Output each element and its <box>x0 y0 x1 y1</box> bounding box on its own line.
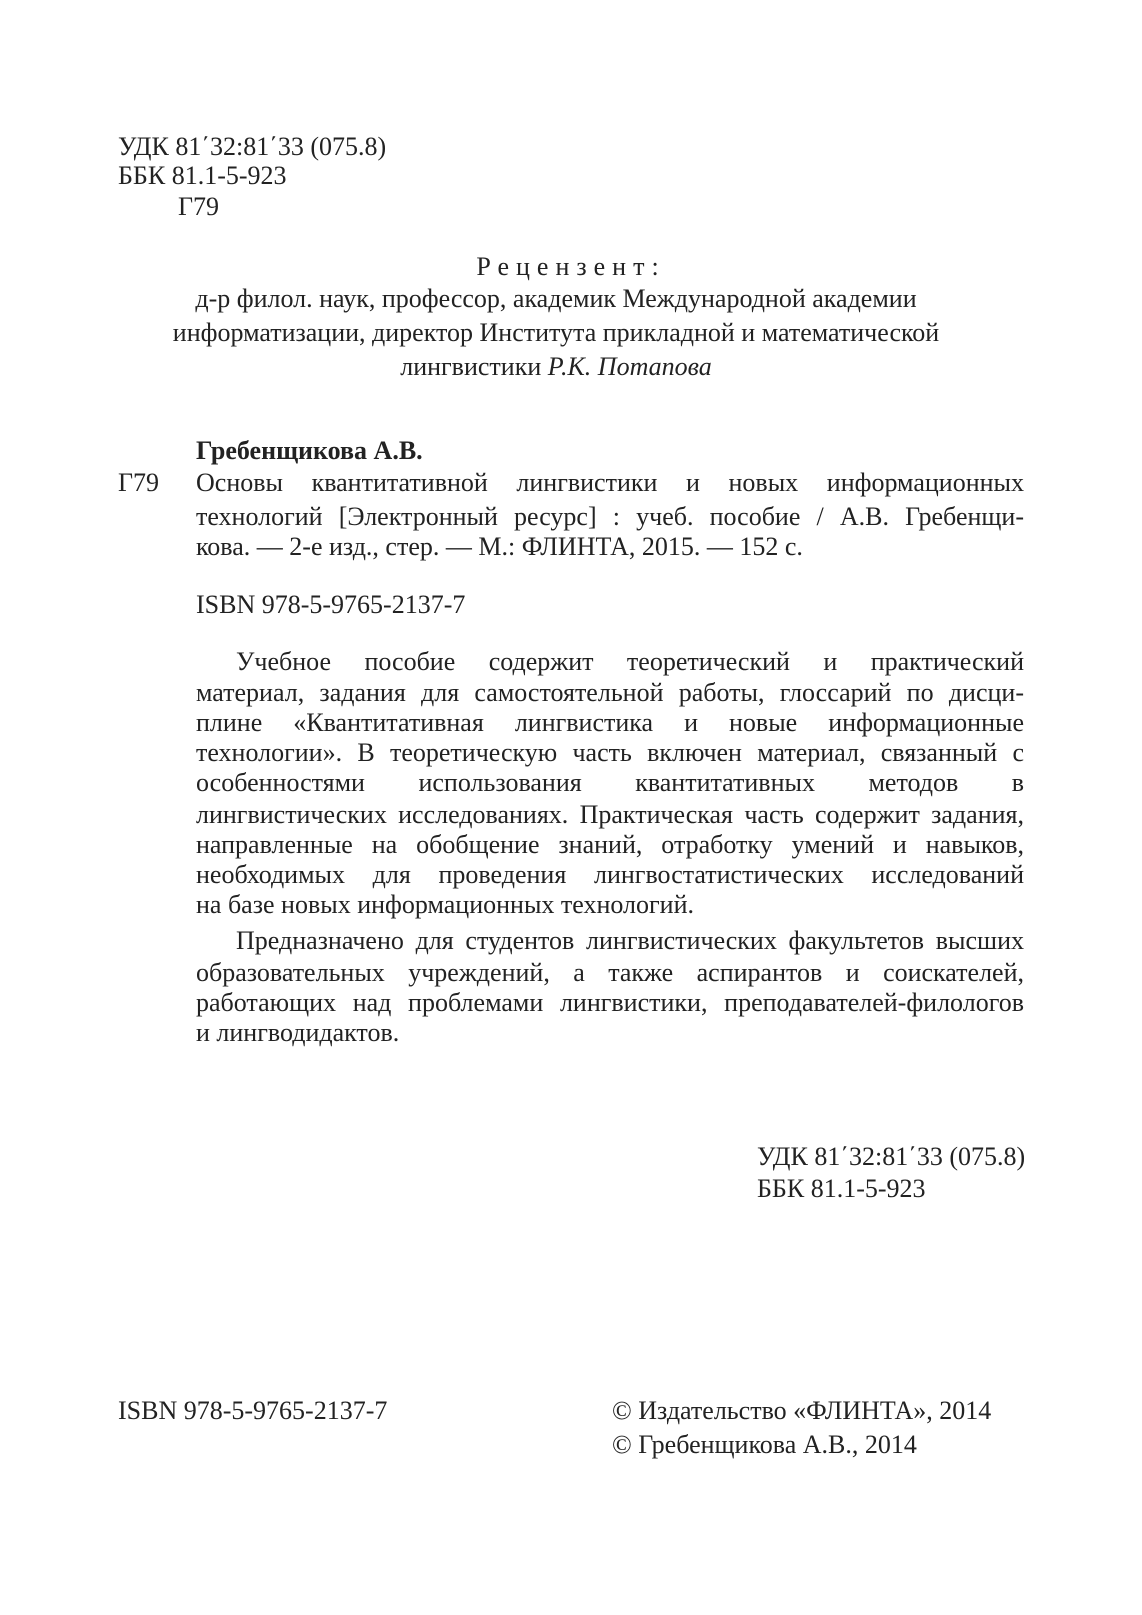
annotation-line: необходимых для проведения лингвостатистических исследований <box>196 860 1024 889</box>
annotation-line: особенностями использования квантитативных методов в <box>196 768 1024 797</box>
annotation-line: Предназначено для студентов лингвистических факультетов высших <box>236 926 1024 955</box>
bbk-code-bottom: ББК 81.1-5-923 <box>757 1174 926 1203</box>
catalog-isbn: ISBN 978-5-9765-2137-7 <box>196 590 466 619</box>
reviewer-name: Р.К. Потапова <box>547 352 712 381</box>
catalog-line: технологий [Электронный ресурс] : учеб. пособие / А.В. Гребенщи- <box>196 502 1024 531</box>
udk-code-bottom: УДК 81΄32:81΄33 (075.8) <box>757 1142 1026 1171</box>
annotation-line: на базе новых информационных технологий. <box>196 890 695 919</box>
catalog-author-mark: Г79 <box>118 468 160 497</box>
catalog-line: кова. — 2-е изд., стер. — М.: ФЛИНТА, 2015. — 152 с. <box>196 532 803 561</box>
annotation-line: направленные на обобщение знаний, отработку умений и навыков, <box>196 830 1024 859</box>
catalog-author: Гребенщикова А.В. <box>196 436 423 465</box>
annotation-line: технологии». В теоретическую часть включен материал, связанный с <box>196 738 1024 767</box>
copyright-author: © Гребенщикова А.В., 2014 <box>612 1430 917 1459</box>
reviewer-line <box>0 352 1112 382</box>
annotation-line: Учебное пособие содержит теоретический и практический <box>236 647 1024 676</box>
annotation-line: лингвистических исследованиях. Практическая часть содержит задания, <box>196 800 1024 829</box>
annotation-line: материал, задания для самостоятельной работы, глоссарий по дисци- <box>196 678 1024 707</box>
catalog-line: Основы квантитативной лингвистики и новых информационных <box>196 468 1024 497</box>
bbk-code-top: ББК 81.1-5-923 <box>118 161 287 190</box>
annotation-line: и лингводидактов. <box>196 1018 400 1047</box>
annotation-line: образовательных учреждений, а также аспирантов и соискателей, <box>196 958 1024 987</box>
reviewer-heading: Рецензент: <box>476 252 666 281</box>
reviewer-line: д-р филол. наук, профессор, академик Международной академии <box>195 284 917 313</box>
reviewer-line-prefix: лингвистики <box>400 352 548 381</box>
annotation-line: работающих над проблемами лингвистики, преподавателей-филологов <box>196 988 1024 1017</box>
footer-isbn: ISBN 978-5-9765-2137-7 <box>118 1396 388 1425</box>
copyright-publisher: © Издательство «ФЛИНТА», 2014 <box>612 1396 992 1425</box>
author-mark-top: Г79 <box>178 192 220 221</box>
annotation-line: плине «Квантитативная лингвистика и новые информационные <box>196 708 1024 737</box>
udk-code-top: УДК 81΄32:81΄33 (075.8) <box>118 132 387 161</box>
reviewer-line: информатизации, директор Института прикладной и математической <box>172 318 940 347</box>
